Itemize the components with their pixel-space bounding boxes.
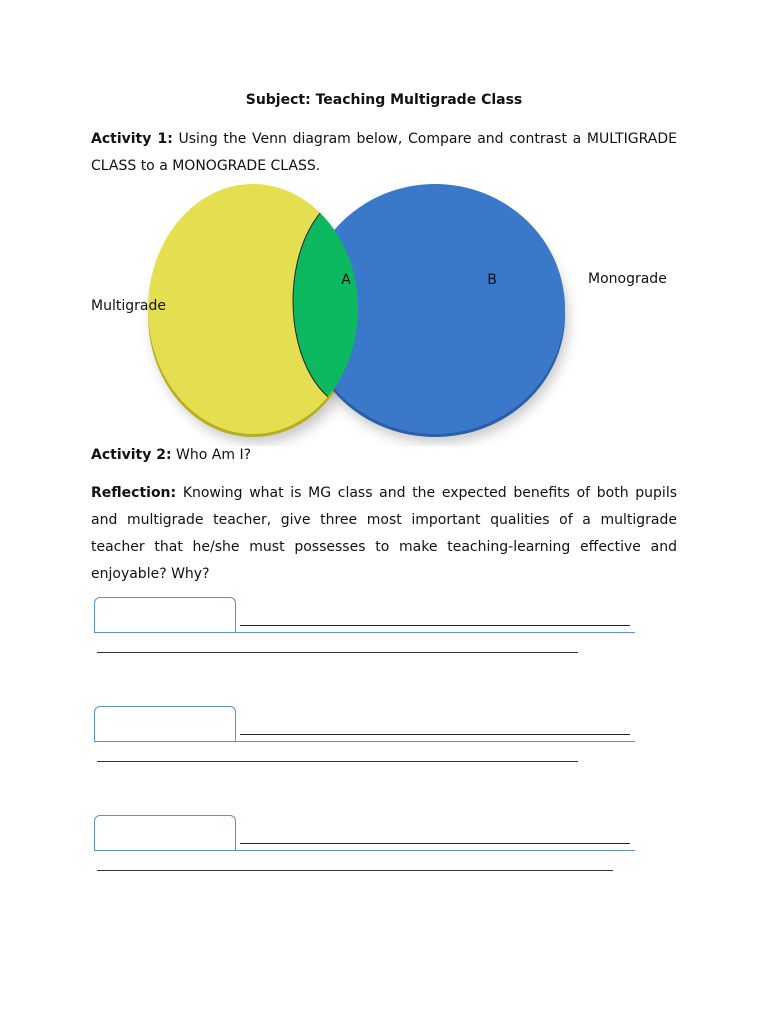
- venn-left-label: Multigrade: [91, 298, 166, 314]
- answer-2-line-1[interactable]: [240, 734, 630, 735]
- activity-1-label: Activity 1:: [91, 131, 173, 147]
- reflection-text: Knowing what is MG class and the expected benefits of both pupils and multigrade teacher, give three most important qualities of a multigrade teacher that he/she must possesses to make teaching-learning effective and enjoyable? Why?: [91, 485, 678, 582]
- answer-2-line-2[interactable]: [97, 761, 578, 762]
- activity-2-text: Who Am I?: [176, 447, 252, 463]
- page-title: Subject: Teaching Multigrade Class: [245, 92, 523, 108]
- answer-1-box[interactable]: [94, 597, 236, 633]
- activity-1-text: Using the Venn diagram below, Compare and contrast a MULTIGRADE CLASS to a MONOGRADE CLASS.: [91, 131, 677, 174]
- venn-right-label: Monograde: [588, 271, 667, 287]
- answer-3-box[interactable]: [94, 815, 236, 851]
- answer-3-line-1[interactable]: [240, 843, 630, 844]
- region-a-label: A: [341, 272, 351, 288]
- answer-3-underline: [94, 850, 635, 851]
- answer-1-underline: [94, 632, 635, 633]
- answer-1-line-1[interactable]: [240, 625, 630, 626]
- venn-diagram: [130, 176, 580, 446]
- reflection-label: Reflection:: [91, 485, 177, 501]
- reflection: [91, 480, 677, 588]
- answer-1-line-2[interactable]: [97, 652, 578, 653]
- answer-3-line-2[interactable]: [97, 870, 613, 871]
- activity-1: [91, 126, 677, 180]
- answer-2-box[interactable]: [94, 706, 236, 742]
- answer-2-underline: [94, 741, 635, 742]
- activity-2-label: Activity 2:: [91, 447, 172, 463]
- activity-2: [91, 442, 677, 469]
- region-b-label: B: [487, 272, 497, 288]
